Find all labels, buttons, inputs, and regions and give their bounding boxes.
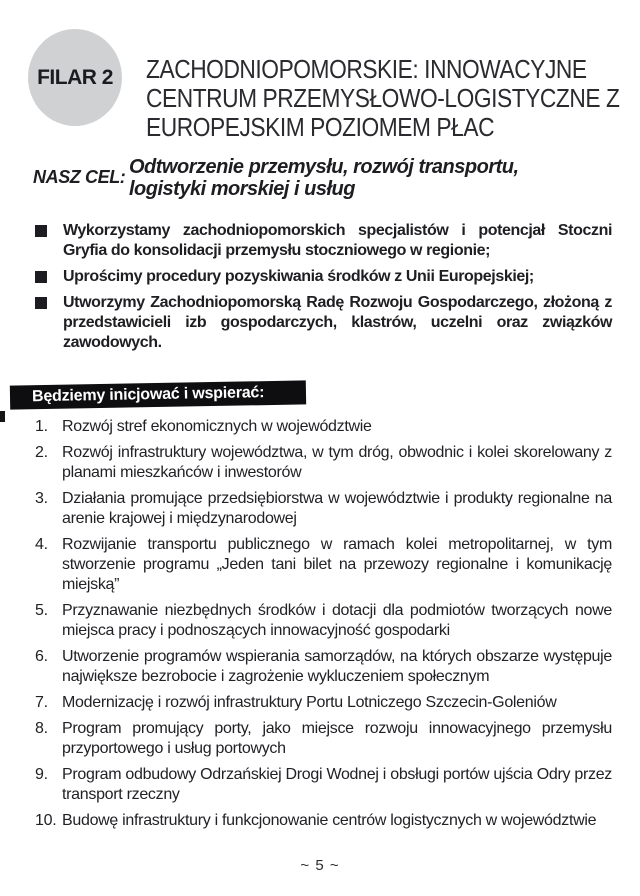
list-item	[35, 647, 612, 687]
item-number: 7.	[35, 694, 48, 711]
list-item	[35, 765, 612, 805]
square-bullet-icon	[35, 297, 47, 309]
item-text: Rozwój stref ekonomicznych w województwie	[62, 418, 372, 435]
item-text: Program promujący porty, jako miejsce rozwoju innowacyjnego przemysłu przyportowego i usług portowych	[62, 720, 612, 757]
list-item	[35, 811, 612, 831]
item-number: 6.	[35, 648, 48, 665]
item-number: 3.	[35, 490, 48, 507]
list-item	[35, 443, 612, 483]
item-text: Rozwój infrastruktury województwa, w tym dróg, obwodnic i kolei skorelowany z planami mieszkańców i inwestorów	[62, 444, 612, 481]
item-text: Przyznawanie niezbędnych środków i dotacji dla podmiotów tworzących nowe miejsca pracy i podnoszących innowacyjność gospodarki	[62, 602, 612, 639]
bullet-item	[35, 293, 612, 353]
item-number: 10.	[35, 812, 57, 829]
list-item	[35, 535, 612, 595]
filar-badge-label: FILAR 2	[37, 65, 113, 89]
goal-label: NASZ CEL:	[33, 167, 126, 187]
page-number: ~ 5 ~	[300, 857, 340, 874]
bullet-text: Wykorzystamy zachodniopomorskich specjalistów i potencjał Stoczni Gryfia do konsolidacji przemysłu stoczniowego w regionie;	[63, 222, 612, 259]
list-item	[35, 719, 612, 759]
bullet-list	[35, 221, 612, 359]
list-item	[35, 489, 612, 529]
bullet-text: Utworzymy Zachodniopomorską Radę Rozwoju Gospodarczego, złożoną z przedstawicieli izb gospodarczych, klastrów, uczelni oraz związków zawodowych.	[63, 294, 612, 351]
bullet-item	[35, 221, 612, 261]
item-number: 9.	[35, 766, 48, 783]
goal-text: Odtworzenie przemysłu, rozwój transportu, logistyki morskiej i usług	[129, 156, 519, 200]
item-text: Utworzenie programów wspierania samorządów, na których obszarze występuje największe bezrobocie i zagrożenie wykluczeniem społecznym	[62, 648, 612, 685]
square-bullet-icon	[35, 225, 47, 237]
item-text: Rozwijanie transportu publicznego w ramach kolei metropolitarnej, w tym stworzenie programu „Jeden tani bilet na przewozy regionalne i komunikację miejską”	[62, 536, 612, 593]
bullet-item	[35, 267, 612, 287]
list-item	[35, 417, 612, 437]
bullet-text: Uprościmy procedury pozyskiwania środków z Unii Europejskiej;	[63, 268, 534, 285]
square-bullet-icon	[35, 271, 47, 283]
page-title: ZACHODNIOPOMORSKIE: INNOWACYJNE CENTRUM PRZEMYSŁOWO-LOGISTYCZNE Z EUROPEJSKIM POZIOMEM PŁAC	[146, 54, 620, 142]
item-text: Modernizację i rozwój infrastruktury Portu Lotniczego Szczecin-Goleniów	[62, 694, 557, 711]
item-text: Program odbudowy Odrzańskiej Drogi Wodnej i obsługi portów ujścia Odry przez transport rzeczny	[62, 766, 612, 803]
item-number: 1.	[35, 418, 48, 435]
item-text: Budowę infrastruktury i funkcjonowanie centrów logistycznych w województwie	[62, 812, 597, 829]
section-heading-banner: Będziemy inicjować i wspierać:	[10, 380, 306, 409]
list-item	[35, 601, 612, 641]
item-number: 4.	[35, 536, 48, 553]
list-item	[35, 693, 612, 713]
scan-artifact-mark	[0, 411, 5, 422]
filar-badge	[28, 29, 122, 126]
item-number: 8.	[35, 720, 48, 737]
item-number: 2.	[35, 444, 48, 461]
item-text: Działania promujące przedsiębiorstwa w województwie i produkty regionalne na arenie krajowej i międzynarodowej	[62, 490, 612, 527]
numbered-list	[35, 417, 612, 837]
item-number: 5.	[35, 602, 48, 619]
